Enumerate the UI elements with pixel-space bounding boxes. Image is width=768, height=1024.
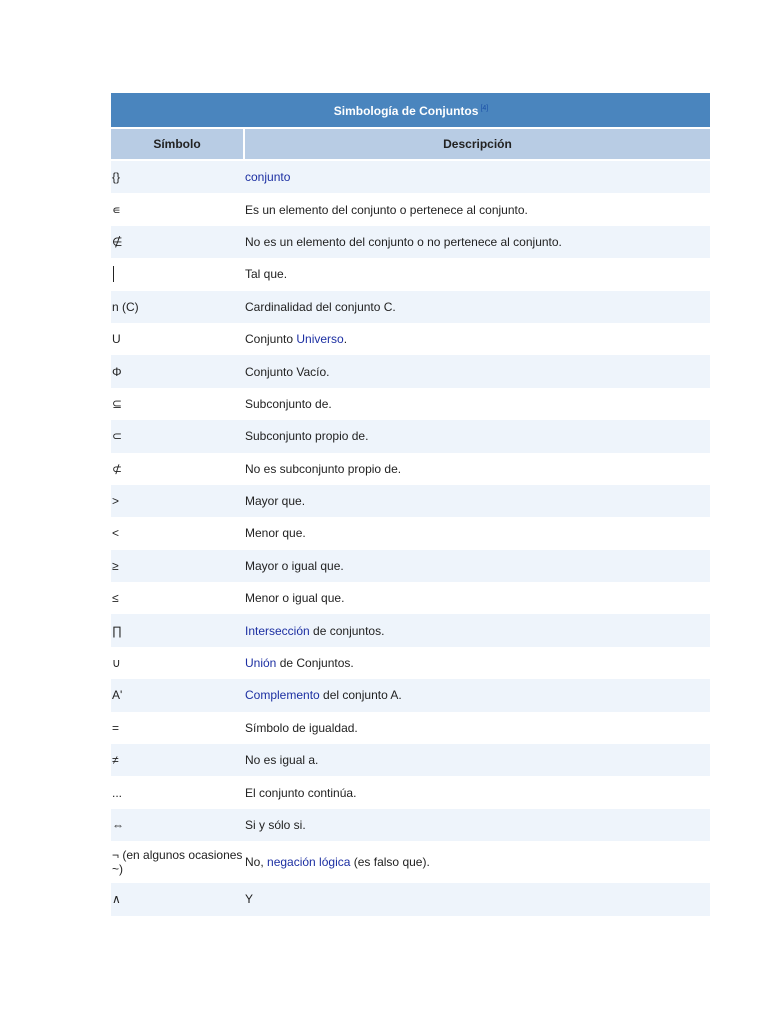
description-text: Si y sólo si. <box>245 818 306 832</box>
description-cell <box>244 388 710 420</box>
symbol-text: ... <box>112 785 123 800</box>
description-link[interactable]: conjunto <box>245 170 291 185</box>
symbol-text: ∊ <box>112 202 121 217</box>
symbol-cell <box>111 420 244 452</box>
symbol-text: ¬ (en algunos ocasiones ~) <box>112 848 243 877</box>
symbol-cell <box>111 355 244 387</box>
description-text: No es igual a. <box>245 753 319 768</box>
description-text: Cardinalidad del conjunto C. <box>245 299 396 314</box>
symbol-cell <box>111 550 244 582</box>
symbol-cell <box>111 841 244 883</box>
description-link[interactable]: Complemento <box>245 688 320 703</box>
symbol-text: Φ <box>112 364 122 379</box>
description-link[interactable]: negación lógica <box>267 855 351 870</box>
description-text: Subconjunto propio de. <box>245 429 369 444</box>
description-text: Menor que. <box>245 526 306 541</box>
description-cell <box>244 291 710 323</box>
symbol-text: n (C) <box>112 299 139 314</box>
description-cell <box>244 550 710 582</box>
table-row <box>111 809 710 841</box>
description-text: Menor o igual que. <box>245 591 345 606</box>
description-cell <box>244 453 710 485</box>
symbol-cell <box>111 883 244 915</box>
table-row <box>111 161 710 193</box>
symbol-cell <box>111 453 244 485</box>
table-row <box>111 355 710 387</box>
description-text: Y <box>245 892 254 907</box>
description-cell <box>244 614 710 646</box>
description-cell <box>244 712 710 744</box>
symbol-cell <box>111 485 244 517</box>
symbol-cell <box>111 712 244 744</box>
table-row <box>111 776 710 808</box>
table-body <box>111 161 710 916</box>
description-text-suffix: de conjuntos. <box>309 623 385 638</box>
description-cell <box>244 258 710 290</box>
table-row <box>111 226 710 258</box>
symbol-text: ∏ <box>112 623 122 638</box>
table-row <box>111 841 710 883</box>
table-row <box>111 614 710 646</box>
symbol-cell <box>111 388 244 420</box>
such-that-bar-symbol <box>113 266 114 282</box>
symbols-table-container <box>111 93 710 916</box>
symbol-cell <box>111 582 244 614</box>
table-row <box>111 485 710 517</box>
table-title-text: Simbología de Conjuntos <box>333 104 479 118</box>
symbol-text: ≤ <box>112 591 119 606</box>
symbol-cell <box>111 809 244 841</box>
table-row <box>111 712 710 744</box>
table-row <box>111 679 710 711</box>
symbol-text: ∉ <box>112 234 123 249</box>
description-cell <box>244 582 710 614</box>
description-text: No es subconjunto propio de. <box>245 461 402 476</box>
description-text-suffix: . <box>343 332 348 347</box>
description-cell <box>244 841 710 883</box>
description-cell <box>244 226 710 258</box>
symbol-text: ⊄ <box>112 461 123 476</box>
symbol-cell <box>111 614 244 646</box>
description-text-suffix: de Conjuntos. <box>276 656 354 671</box>
symbols-table <box>111 93 710 916</box>
symbol-cell <box>111 323 244 355</box>
table-row <box>111 647 710 679</box>
header-description: Descripción <box>244 128 710 159</box>
description-link[interactable]: Intersección <box>245 623 310 638</box>
description-text: No es un elemento del conjunto o no pertenece al conjunto. <box>245 234 562 249</box>
symbol-text: {} <box>112 170 121 185</box>
description-text: Conjunto <box>245 332 297 347</box>
symbol-text: ≠ <box>112 753 119 768</box>
description-text: Mayor que. <box>245 494 306 509</box>
title-reference-link[interactable]: [4] <box>480 105 489 112</box>
description-cell <box>244 420 710 452</box>
description-text: Es un elemento del conjunto o pertenece al conjunto. <box>245 202 528 217</box>
description-cell <box>244 883 710 915</box>
description-cell <box>244 193 710 225</box>
description-text: Mayor o igual que. <box>245 558 344 573</box>
header-symbol: Símbolo <box>111 128 244 159</box>
table-row <box>111 258 710 290</box>
symbol-cell <box>111 647 244 679</box>
description-text: No, <box>245 855 268 870</box>
symbol-text: A' <box>112 688 123 703</box>
symbol-text: < <box>112 526 120 541</box>
table-row <box>111 388 710 420</box>
table-row <box>111 193 710 225</box>
description-link[interactable]: Universo <box>296 332 344 347</box>
symbol-text: > <box>112 494 120 509</box>
description-cell <box>244 744 710 776</box>
description-text-suffix: (es falso que). <box>350 855 430 870</box>
symbol-cell <box>111 679 244 711</box>
description-text: Conjunto Vacío. <box>245 364 330 379</box>
symbol-cell <box>111 193 244 225</box>
table-title <box>111 93 710 128</box>
symbol-text: = <box>112 720 120 735</box>
table-row <box>111 453 710 485</box>
description-cell <box>244 776 710 808</box>
description-text: Tal que. <box>245 267 288 282</box>
description-text: Subconjunto de. <box>245 396 332 411</box>
symbol-cell <box>111 776 244 808</box>
symbol-text: U <box>112 332 121 347</box>
symbol-cell <box>111 258 244 290</box>
symbol-text: ∧ <box>112 892 121 907</box>
symbol-text <box>114 266 115 267</box>
symbol-text: ⊂ <box>112 429 123 444</box>
description-cell <box>244 323 710 355</box>
symbol-cell <box>111 517 244 549</box>
description-cell <box>244 647 710 679</box>
symbol-cell <box>111 226 244 258</box>
table-row <box>111 420 710 452</box>
symbol-text: ⇔ <box>112 818 124 832</box>
symbol-cell <box>111 161 244 193</box>
description-cell <box>244 679 710 711</box>
table-row <box>111 517 710 549</box>
symbol-text: ∪ <box>112 656 121 671</box>
table-row <box>111 550 710 582</box>
description-link[interactable]: Unión <box>245 656 277 671</box>
description-cell <box>244 809 710 841</box>
description-cell <box>244 161 710 193</box>
description-text-suffix: del conjunto A. <box>319 688 402 703</box>
table-row <box>111 291 710 323</box>
table-row <box>111 582 710 614</box>
description-cell <box>244 485 710 517</box>
table-row <box>111 323 710 355</box>
description-text: El conjunto continúa. <box>245 785 357 800</box>
description-text: Símbolo de igualdad. <box>245 720 358 735</box>
symbol-cell <box>111 744 244 776</box>
table-row <box>111 744 710 776</box>
description-cell <box>244 355 710 387</box>
symbol-text: ⊆ <box>112 396 123 411</box>
description-cell <box>244 517 710 549</box>
symbol-text: ≥ <box>112 558 119 573</box>
symbol-cell <box>111 291 244 323</box>
table-row <box>111 883 710 915</box>
